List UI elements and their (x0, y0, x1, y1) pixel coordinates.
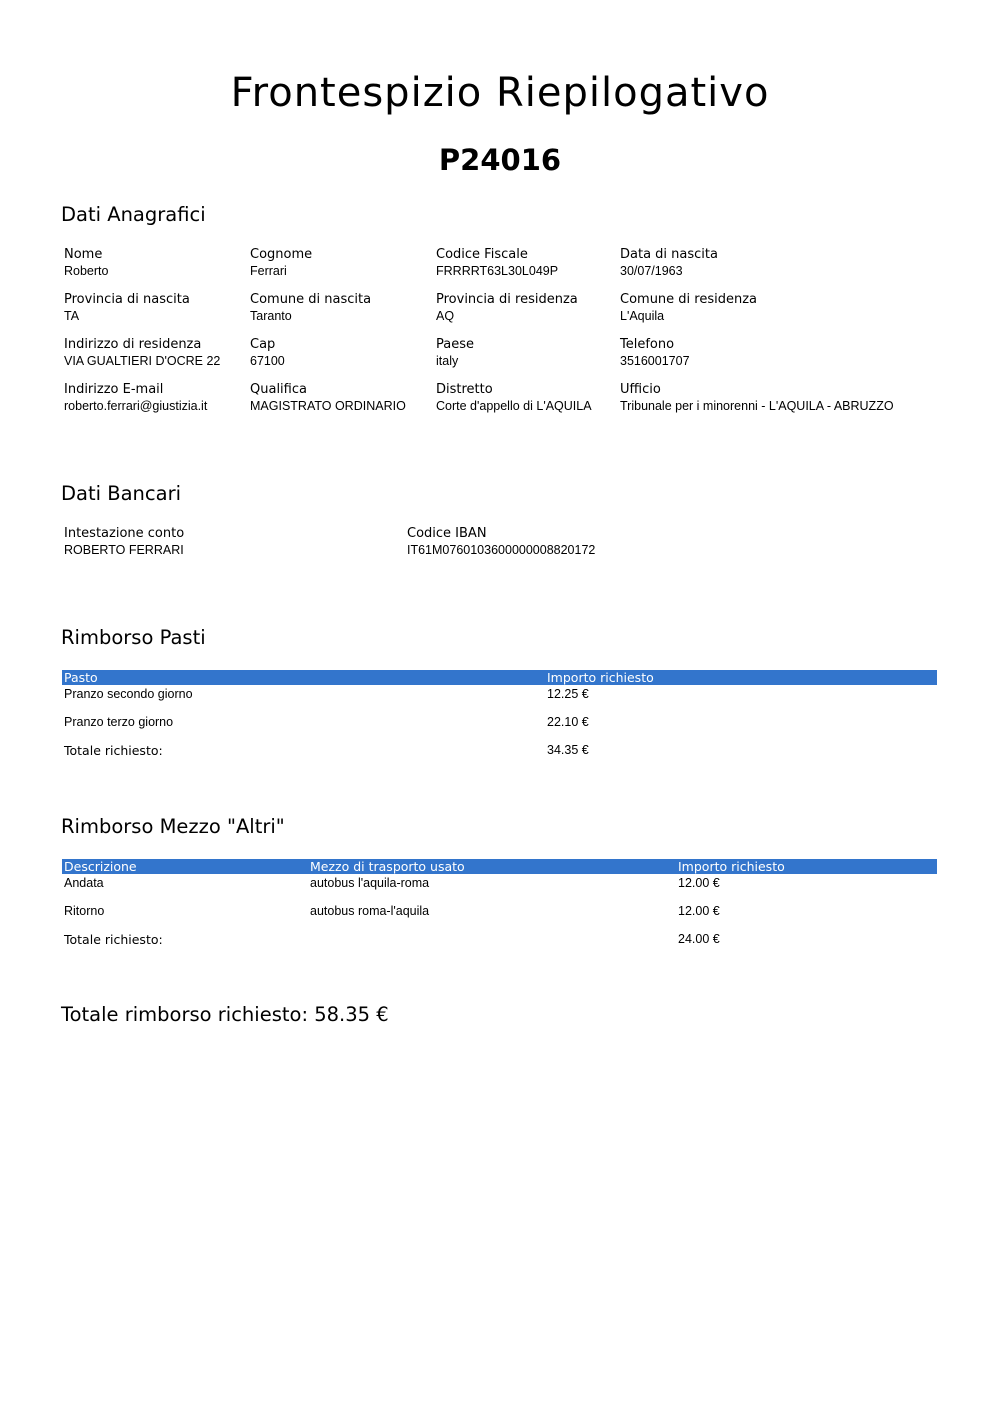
column-header-importo: Importo richiesto (545, 670, 937, 685)
field-label-provincia-nascita: Provincia di nascita (64, 292, 190, 307)
field-label-comune-nascita: Comune di nascita (250, 292, 372, 307)
field-label-provincia-residenza: Provincia di residenza (436, 292, 578, 307)
field-value-cognome: Ferrari (250, 264, 287, 278)
field-value-provincia-nascita: TA (64, 309, 80, 323)
table-header (62, 670, 937, 685)
field-label-iban: Codice IBAN (407, 526, 487, 541)
column-header-descrizione: Descrizione (62, 859, 306, 874)
page-title: Frontespizio Riepilogativo (230, 70, 770, 116)
cell-descrizione: Ritorno (64, 904, 105, 918)
section-title-pasti: Rimborso Pasti (61, 626, 206, 649)
field-value-codice-fiscale: FRRRRT63L30L049P (436, 264, 559, 278)
field-value-intestazione: ROBERTO FERRARI (64, 543, 184, 557)
field-label-data-nascita: Data di nascita (620, 247, 718, 262)
column-header-pasto: Pasto (62, 670, 543, 685)
cell-pasto: Pranzo secondo giorno (64, 687, 193, 701)
total-value: 24.00 € (678, 932, 720, 946)
field-value-indirizzo-residenza: VIA GUALTIERI D'OCRE 22 (64, 354, 221, 368)
field-value-iban: IT61M0760103600000008820172 (407, 543, 596, 557)
cell-importo: 12.00 € (678, 904, 720, 918)
column-header-mezzo: Mezzo di trasporto usato (308, 859, 674, 874)
field-value-comune-nascita: Taranto (250, 309, 292, 323)
total-label: Totale richiesto: (64, 743, 163, 758)
cell-importo: 12.00 € (678, 876, 720, 890)
table-header (62, 859, 937, 874)
field-label-indirizzo-residenza: Indirizzo di residenza (64, 337, 202, 352)
field-value-comune-residenza: L'Aquila (620, 309, 665, 323)
section-title-bancari: Dati Bancari (61, 482, 182, 505)
field-value-distretto: Corte d'appello di L'AQUILA (436, 399, 592, 413)
field-label-qualifica: Qualifica (250, 382, 307, 397)
field-label-nome: Nome (64, 247, 103, 262)
field-label-cognome: Cognome (250, 247, 313, 262)
column-header-importo: Importo richiesto (676, 859, 937, 874)
field-label-paese: Paese (436, 337, 474, 352)
field-label-cap: Cap (250, 337, 276, 352)
cell-pasto: Pranzo terzo giorno (64, 715, 174, 729)
field-label-comune-residenza: Comune di residenza (620, 292, 758, 307)
field-value-paese: italy (436, 354, 459, 368)
cell-importo: 22.10 € (547, 715, 589, 729)
field-value-qualifica: MAGISTRATO ORDINARIO (250, 399, 406, 413)
field-label-telefono: Telefono (620, 337, 675, 352)
field-label-ufficio: Ufficio (620, 382, 661, 397)
field-value-ufficio: Tribunale per i minorenni - L'AQUILA - ABRUZZO (620, 399, 894, 413)
field-value-provincia-residenza: AQ (436, 309, 455, 323)
section-title-mezzo: Rimborso Mezzo "Altri" (61, 815, 285, 838)
grand-total: Totale rimborso richiesto: 58.35 € (61, 1003, 389, 1026)
field-label-distretto: Distretto (436, 382, 493, 397)
cell-descrizione: Andata (64, 876, 104, 890)
field-value-data-nascita: 30/07/1963 (620, 264, 683, 278)
section-title-anagrafica: Dati Anagrafici (61, 203, 206, 226)
cell-importo: 12.25 € (547, 687, 589, 701)
total-value: 34.35 € (547, 743, 589, 757)
total-label: Totale richiesto: (64, 932, 163, 947)
document-code: P24016 (438, 143, 562, 177)
field-value-telefono: 3516001707 (620, 354, 690, 368)
field-value-nome: Roberto (64, 264, 109, 278)
field-value-email: roberto.ferrari@giustizia.it (64, 399, 208, 413)
field-label-email: Indirizzo E-mail (64, 382, 164, 397)
field-label-codice-fiscale: Codice Fiscale (436, 247, 528, 262)
field-label-intestazione: Intestazione conto (64, 526, 185, 541)
field-value-cap: 67100 (250, 354, 285, 368)
cell-mezzo: autobus l'aquila-roma (310, 876, 430, 890)
cell-mezzo: autobus roma-l'aquila (310, 904, 430, 918)
